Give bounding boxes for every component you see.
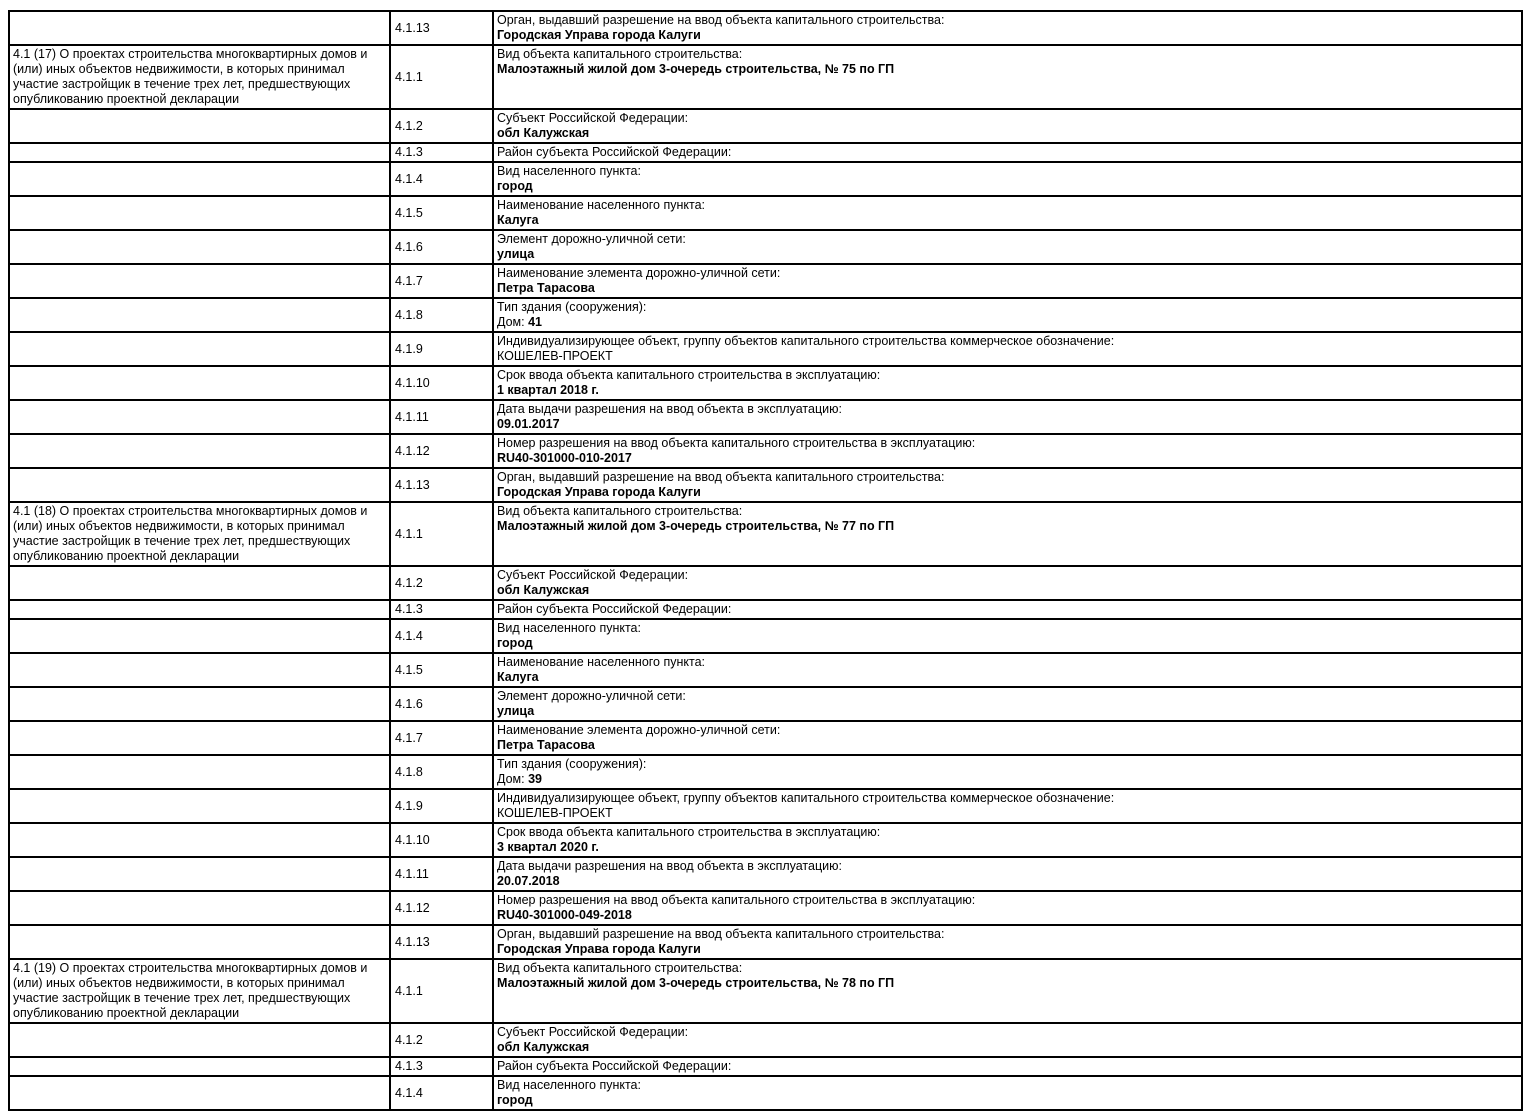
item-code-cell: 4.1.6 bbox=[390, 230, 493, 264]
field-value-bold: обл Калужская bbox=[497, 1040, 590, 1054]
item-code-cell: 4.1.6 bbox=[390, 687, 493, 721]
field-label: Индивидуализирующее объект, группу объектов капитального строительства коммерческое обозначение: bbox=[497, 791, 1115, 805]
section-description-cell bbox=[9, 653, 390, 687]
field-label: Район субъекта Российской Федерации: bbox=[497, 1059, 732, 1073]
section-description-cell bbox=[9, 434, 390, 468]
table-row bbox=[9, 468, 1522, 502]
field-value-bold: Малоэтажный жилой дом 3-очередь строительства, № 75 по ГП bbox=[497, 62, 895, 76]
table-row bbox=[9, 298, 1522, 332]
table-row bbox=[9, 162, 1522, 196]
section-description-cell bbox=[9, 823, 390, 857]
table-row bbox=[9, 755, 1522, 789]
field-value-bold: 09.01.2017 bbox=[497, 417, 560, 431]
table-row bbox=[9, 109, 1522, 143]
table-row bbox=[9, 891, 1522, 925]
field-label: Номер разрешения на ввод объекта капитального строительства в эксплуатацию: bbox=[497, 436, 976, 450]
table-row bbox=[9, 143, 1522, 162]
field-value-bold: Городская Управа города Калуги bbox=[497, 485, 701, 499]
table-body bbox=[9, 11, 1522, 1110]
field-cell bbox=[493, 566, 1522, 600]
item-code-cell: 4.1.11 bbox=[390, 857, 493, 891]
section-description-cell bbox=[9, 721, 390, 755]
section-description-cell bbox=[9, 298, 390, 332]
section-description-cell bbox=[9, 332, 390, 366]
field-cell bbox=[493, 264, 1522, 298]
item-code-cell: 4.1.4 bbox=[390, 1076, 493, 1110]
field-value bbox=[497, 738, 1518, 753]
table-row bbox=[9, 434, 1522, 468]
field-label: Дата выдачи разрешения на ввод объекта в эксплуатацию: bbox=[497, 402, 842, 416]
table-row bbox=[9, 925, 1522, 959]
section-description-cell bbox=[9, 11, 390, 45]
field-value bbox=[497, 28, 1518, 43]
field-value-bold: Городская Управа города Калуги bbox=[497, 942, 701, 956]
field-cell bbox=[493, 400, 1522, 434]
field-cell bbox=[493, 109, 1522, 143]
field-cell bbox=[493, 1023, 1522, 1057]
field-value-plain: КОШЕЛЕВ-ПРОЕКТ bbox=[497, 806, 613, 820]
field-label: Вид объекта капитального строительства: bbox=[497, 504, 743, 518]
item-code-cell: 4.1.10 bbox=[390, 823, 493, 857]
field-value-bold: Калуга bbox=[497, 213, 539, 227]
item-code-cell: 4.1.9 bbox=[390, 789, 493, 823]
table-row bbox=[9, 959, 1522, 1023]
field-value-bold: RU40-301000-010-2017 bbox=[497, 451, 632, 465]
item-code-cell: 4.1.12 bbox=[390, 891, 493, 925]
field-value-bold: город bbox=[497, 1093, 533, 1107]
section-description-cell bbox=[9, 162, 390, 196]
field-cell bbox=[493, 619, 1522, 653]
table-row bbox=[9, 230, 1522, 264]
section-description-cell bbox=[9, 619, 390, 653]
table-row bbox=[9, 502, 1522, 566]
field-label: Субъект Российской Федерации: bbox=[497, 568, 689, 582]
field-value-bold: город bbox=[497, 179, 533, 193]
table-row bbox=[9, 789, 1522, 823]
section-description-cell bbox=[9, 1023, 390, 1057]
table-row bbox=[9, 857, 1522, 891]
field-value bbox=[497, 806, 1518, 821]
field-value bbox=[497, 636, 1518, 651]
item-code-cell: 4.1.1 bbox=[390, 45, 493, 109]
item-code-cell: 4.1.13 bbox=[390, 468, 493, 502]
field-value bbox=[497, 519, 1518, 534]
field-cell bbox=[493, 162, 1522, 196]
section-description-cell bbox=[9, 891, 390, 925]
field-value bbox=[497, 417, 1518, 432]
item-code-cell: 4.1.2 bbox=[390, 109, 493, 143]
table-row bbox=[9, 687, 1522, 721]
declaration-table bbox=[8, 10, 1523, 1111]
item-code-cell: 4.1.4 bbox=[390, 162, 493, 196]
field-value-bold: 3 квартал 2020 г. bbox=[497, 840, 599, 854]
table-row bbox=[9, 653, 1522, 687]
section-description-cell bbox=[9, 468, 390, 502]
section-description-cell bbox=[9, 857, 390, 891]
item-code-cell: 4.1.13 bbox=[390, 925, 493, 959]
item-code-cell: 4.1.3 bbox=[390, 600, 493, 619]
item-code-cell: 4.1.4 bbox=[390, 619, 493, 653]
field-label: Индивидуализирующее объект, группу объектов капитального строительства коммерческое обозначение: bbox=[497, 334, 1115, 348]
field-cell bbox=[493, 1076, 1522, 1110]
section-description-cell bbox=[9, 1057, 390, 1076]
section-description-cell bbox=[9, 230, 390, 264]
field-label: Тип здания (сооружения): bbox=[497, 300, 647, 314]
field-value bbox=[497, 247, 1518, 262]
field-cell bbox=[493, 857, 1522, 891]
field-value-bold: 1 квартал 2018 г. bbox=[497, 383, 599, 397]
field-label: Срок ввода объекта капитального строительства в эксплуатацию: bbox=[497, 368, 881, 382]
field-value-bold: улица bbox=[497, 704, 535, 718]
section-description-cell bbox=[9, 1076, 390, 1110]
field-cell bbox=[493, 687, 1522, 721]
field-cell bbox=[493, 45, 1522, 109]
field-value bbox=[497, 315, 1518, 330]
field-value bbox=[497, 670, 1518, 685]
section-description-cell bbox=[9, 366, 390, 400]
table-row bbox=[9, 1076, 1522, 1110]
field-value-bold: RU40-301000-049-2018 bbox=[497, 908, 632, 922]
field-value bbox=[497, 942, 1518, 957]
field-value bbox=[497, 772, 1518, 787]
section-description-cell: 4.1 (18) О проектах строительства многоквартирных домов и (или) иных объектов недвижимости, в которых принимал участие застройщик в течение трех лет, предшествующих опубликованию проектной декларации bbox=[9, 502, 390, 566]
section-description-cell bbox=[9, 600, 390, 619]
field-label: Наименование населенного пункта: bbox=[497, 198, 706, 212]
field-value-plain: Дом: bbox=[497, 315, 529, 329]
item-code-cell: 4.1.2 bbox=[390, 1023, 493, 1057]
field-cell bbox=[493, 653, 1522, 687]
section-description-cell bbox=[9, 925, 390, 959]
field-cell bbox=[493, 789, 1522, 823]
field-label: Орган, выдавший разрешение на ввод объекта капитального строительства: bbox=[497, 13, 945, 27]
section-description-cell bbox=[9, 755, 390, 789]
field-cell bbox=[493, 502, 1522, 566]
item-code-cell: 4.1.9 bbox=[390, 332, 493, 366]
field-label: Вид населенного пункта: bbox=[497, 621, 641, 635]
field-value-bold: город bbox=[497, 636, 533, 650]
field-value bbox=[497, 583, 1518, 598]
field-label: Район субъекта Российской Федерации: bbox=[497, 145, 732, 159]
field-label: Орган, выдавший разрешение на ввод объекта капитального строительства: bbox=[497, 470, 945, 484]
table-row bbox=[9, 1057, 1522, 1076]
field-cell bbox=[493, 721, 1522, 755]
field-value bbox=[497, 976, 1518, 991]
section-description-cell bbox=[9, 109, 390, 143]
item-code-cell: 4.1.11 bbox=[390, 400, 493, 434]
field-cell bbox=[493, 230, 1522, 264]
field-label: Наименование элемента дорожно-уличной сети: bbox=[497, 266, 781, 280]
field-value bbox=[497, 1040, 1518, 1055]
field-value-bold: обл Калужская bbox=[497, 583, 590, 597]
item-code-cell: 4.1.8 bbox=[390, 298, 493, 332]
field-value bbox=[497, 213, 1518, 228]
field-label: Субъект Российской Федерации: bbox=[497, 1025, 689, 1039]
field-cell bbox=[493, 434, 1522, 468]
item-code-cell: 4.1.7 bbox=[390, 721, 493, 755]
field-value-plain: КОШЕЛЕВ-ПРОЕКТ bbox=[497, 349, 613, 363]
field-value bbox=[497, 840, 1518, 855]
field-label: Вид объекта капитального строительства: bbox=[497, 47, 743, 61]
section-description-cell: 4.1 (19) О проектах строительства многоквартирных домов и (или) иных объектов недвижимости, в которых принимал участие застройщик в течение трех лет, предшествующих опубликованию проектной декларации bbox=[9, 959, 390, 1023]
table-row bbox=[9, 721, 1522, 755]
item-code-cell: 4.1.1 bbox=[390, 502, 493, 566]
field-cell bbox=[493, 11, 1522, 45]
field-label: Элемент дорожно-уличной сети: bbox=[497, 232, 686, 246]
field-label: Наименование населенного пункта: bbox=[497, 655, 706, 669]
field-label: Вид населенного пункта: bbox=[497, 164, 641, 178]
field-value bbox=[497, 126, 1518, 141]
item-code-cell: 4.1.13 bbox=[390, 11, 493, 45]
table-row bbox=[9, 332, 1522, 366]
field-value-bold: Городская Управа города Калуги bbox=[497, 28, 701, 42]
field-value-bold: обл Калужская bbox=[497, 126, 590, 140]
table-row bbox=[9, 823, 1522, 857]
item-code-cell: 4.1.1 bbox=[390, 959, 493, 1023]
field-value-bold: Малоэтажный жилой дом 3-очередь строительства, № 78 по ГП bbox=[497, 976, 895, 990]
field-cell bbox=[493, 925, 1522, 959]
item-code-cell: 4.1.8 bbox=[390, 755, 493, 789]
field-label: Элемент дорожно-уличной сети: bbox=[497, 689, 686, 703]
field-cell bbox=[493, 468, 1522, 502]
field-label: Район субъекта Российской Федерации: bbox=[497, 602, 732, 616]
field-value bbox=[497, 874, 1518, 889]
field-label: Вид населенного пункта: bbox=[497, 1078, 641, 1092]
item-code-cell: 4.1.5 bbox=[390, 196, 493, 230]
field-value bbox=[497, 349, 1518, 364]
item-code-cell: 4.1.2 bbox=[390, 566, 493, 600]
item-code-cell: 4.1.3 bbox=[390, 143, 493, 162]
table-row bbox=[9, 366, 1522, 400]
section-description-cell bbox=[9, 687, 390, 721]
table-row bbox=[9, 264, 1522, 298]
field-value-bold: улица bbox=[497, 247, 535, 261]
field-value-bold: 39 bbox=[528, 772, 543, 786]
table-row bbox=[9, 11, 1522, 45]
field-value-bold: Петра Тарасова bbox=[497, 281, 595, 295]
item-code-cell: 4.1.10 bbox=[390, 366, 493, 400]
field-cell bbox=[493, 366, 1522, 400]
field-cell bbox=[493, 196, 1522, 230]
field-value bbox=[497, 908, 1518, 923]
field-cell bbox=[493, 891, 1522, 925]
field-value-plain: Дом: bbox=[497, 772, 529, 786]
field-cell bbox=[493, 600, 1522, 619]
table-row bbox=[9, 1023, 1522, 1057]
section-description-cell bbox=[9, 143, 390, 162]
field-value-bold: 41 bbox=[528, 315, 543, 329]
field-cell bbox=[493, 959, 1522, 1023]
item-code-cell: 4.1.3 bbox=[390, 1057, 493, 1076]
field-cell bbox=[493, 332, 1522, 366]
field-label: Номер разрешения на ввод объекта капитального строительства в эксплуатацию: bbox=[497, 893, 976, 907]
field-cell bbox=[493, 755, 1522, 789]
field-value bbox=[497, 383, 1518, 398]
field-label: Орган, выдавший разрешение на ввод объекта капитального строительства: bbox=[497, 927, 945, 941]
field-value bbox=[497, 451, 1518, 466]
field-label: Вид объекта капитального строительства: bbox=[497, 961, 743, 975]
section-description-cell: 4.1 (17) О проектах строительства многоквартирных домов и (или) иных объектов недвижимости, в которых принимал участие застройщик в течение трех лет, предшествующих опубликованию проектной декларации bbox=[9, 45, 390, 109]
section-description-cell bbox=[9, 196, 390, 230]
field-value bbox=[497, 1093, 1518, 1108]
section-description-cell bbox=[9, 264, 390, 298]
field-value-bold: 20.07.2018 bbox=[497, 874, 560, 888]
field-value bbox=[497, 281, 1518, 296]
field-label: Дата выдачи разрешения на ввод объекта в эксплуатацию: bbox=[497, 859, 842, 873]
field-value-bold: Калуга bbox=[497, 670, 539, 684]
table-row bbox=[9, 600, 1522, 619]
section-description-cell bbox=[9, 789, 390, 823]
field-value bbox=[497, 704, 1518, 719]
field-cell bbox=[493, 823, 1522, 857]
field-cell bbox=[493, 1057, 1522, 1076]
table-row bbox=[9, 566, 1522, 600]
field-label: Срок ввода объекта капитального строительства в эксплуатацию: bbox=[497, 825, 881, 839]
field-label: Субъект Российской Федерации: bbox=[497, 111, 689, 125]
item-code-cell: 4.1.5 bbox=[390, 653, 493, 687]
section-description-cell bbox=[9, 566, 390, 600]
field-cell bbox=[493, 298, 1522, 332]
section-description-cell bbox=[9, 400, 390, 434]
field-value-bold: Малоэтажный жилой дом 3-очередь строительства, № 77 по ГП bbox=[497, 519, 895, 533]
table-row bbox=[9, 619, 1522, 653]
item-code-cell: 4.1.12 bbox=[390, 434, 493, 468]
field-cell bbox=[493, 143, 1522, 162]
table-row bbox=[9, 45, 1522, 109]
field-label: Тип здания (сооружения): bbox=[497, 757, 647, 771]
field-label: Наименование элемента дорожно-уличной сети: bbox=[497, 723, 781, 737]
table-row bbox=[9, 400, 1522, 434]
field-value-bold: Петра Тарасова bbox=[497, 738, 595, 752]
field-value bbox=[497, 62, 1518, 77]
item-code-cell: 4.1.7 bbox=[390, 264, 493, 298]
field-value bbox=[497, 179, 1518, 194]
table-row bbox=[9, 196, 1522, 230]
field-value bbox=[497, 485, 1518, 500]
